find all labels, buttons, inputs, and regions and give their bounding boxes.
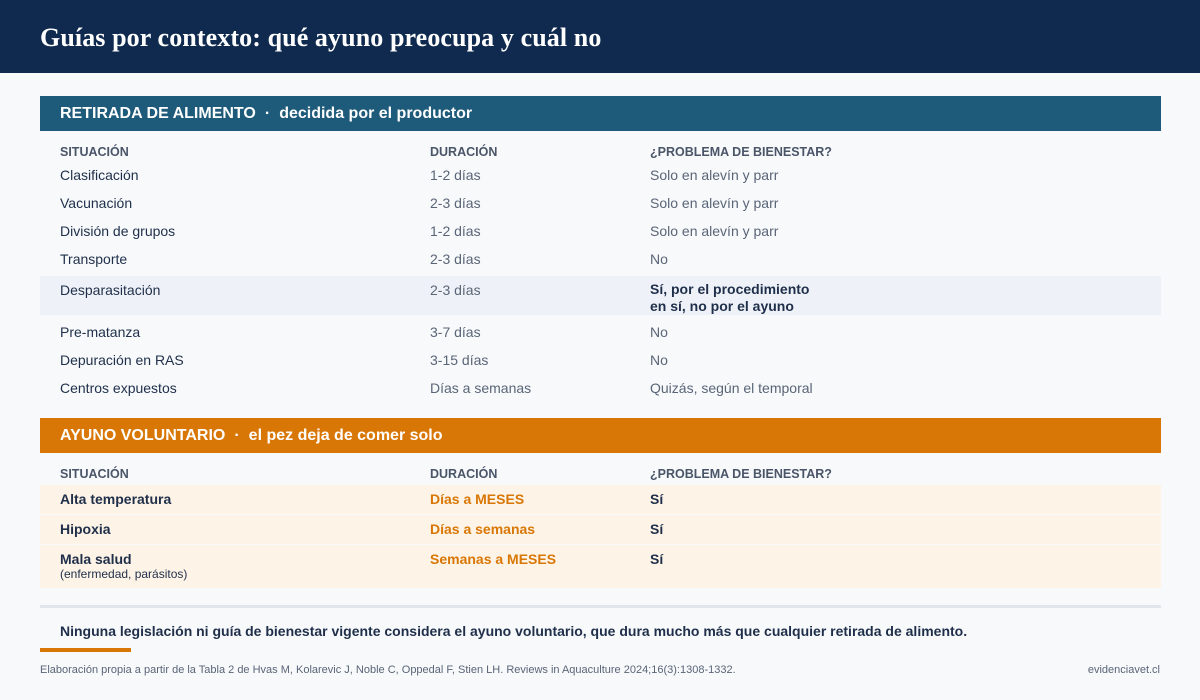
section-header-retirada [40,96,1161,131]
cell-duracion: 2-3 días [430,282,481,298]
cell-situacion: Pre-matanza [60,324,141,340]
section-name: RETIRADA DE ALIMENTO [60,105,256,122]
section-subtitle: decidida por el productor [279,105,473,122]
cell-problema: Sí [650,521,664,537]
table-row [40,318,1161,346]
column-headers [40,131,1161,161]
table-row-highlighted [40,276,1161,315]
col-problema: ¿PROBLEMA DE BIENESTAR? [650,145,832,159]
cell-situacion: Alta temperatura [60,491,172,507]
col-duracion: DURACIÓN [430,145,498,159]
cell-duracion: 2-3 días [430,195,481,211]
cell-duracion: 3-7 días [430,324,481,340]
section-subtitle: el pez deja de comer solo [248,427,443,444]
col-situacion: SITUACIÓN [60,145,129,159]
table-row [40,217,1161,245]
cell-duracion: Semanas a MESES [430,551,557,567]
cell-situacion: Centros expuestos [60,380,177,396]
section-separator: · [264,105,271,122]
col-duracion: DURACIÓN [430,467,498,481]
cell-situacion: Clasificación [60,167,139,183]
cell-situacion: División de grupos [60,223,176,239]
cell-situacion: Mala salud [60,551,132,567]
cell-duracion: Días a semanas [430,521,536,537]
table-row [40,515,1161,545]
title-bar [0,0,1200,73]
cell-problema [650,281,809,315]
cell-duracion: 2-3 días [430,251,481,267]
table-row [40,245,1161,273]
cell-situacion: Depuración en RAS [60,352,184,368]
cell-problema: No [650,352,668,368]
cell-situacion: Desparasitación [60,282,161,298]
table-row [40,346,1161,374]
cell-duracion: 1-2 días [430,223,481,239]
col-situacion: SITUACIÓN [60,467,129,481]
table-row [40,374,1161,402]
cell-problema: Quizás, según el temporal [650,380,813,396]
cell-problema: Solo en alevín y parr [650,195,779,211]
cell-situacion: Hipoxia [60,521,111,537]
cell-problema: Sí [650,491,664,507]
conclusion-text: Ninguna legislación ni guía de bienestar vigente considera el ayuno voluntario, que dura mucho más que cualquier retirada de alimento. [60,623,968,639]
brand-label: evidenciavet.cl [1087,664,1160,676]
cell-situacion: Vacunación [60,195,133,211]
cell-problema: No [650,324,668,340]
cell-duracion: Días a semanas [430,380,532,396]
page-title: Guías por contexto: qué ayuno preocupa y cuál no [40,23,602,52]
cell-situacion-note: (enfermedad, parásitos) [60,567,188,581]
cell-duracion: 3-15 días [430,352,489,368]
table-row [40,545,1161,589]
table-row [40,485,1161,515]
cell-problema-line2: en sí, no por el ayuno [650,298,794,314]
section-separator: · [234,427,240,444]
section-header-ayuno [40,418,1161,453]
section-ayuno-voluntario [40,418,1161,589]
cell-duracion: 1-2 días [430,167,481,183]
cell-problema: Sí [650,551,664,567]
cell-duracion: Días a MESES [430,491,525,507]
cell-problema: Solo en alevín y parr [650,223,779,239]
accent-bar [40,648,131,652]
cell-situacion: Transporte [60,251,128,267]
table-row [40,161,1161,189]
source-citation: Elaboración propia a partir de la Tabla 2 de Hvas M, Kolarevic J, Noble C, Oppedal F, Stien LH. Reviews in Aquaculture 2024;16(3):1308-1332. [40,664,736,676]
divider [40,605,1161,608]
cell-problema: No [650,251,668,267]
section-name: AYUNO VOLUNTARIO [60,427,226,444]
cell-problema: Solo en alevín y parr [650,167,779,183]
table-row [40,189,1161,217]
col-problema: ¿PROBLEMA DE BIENESTAR? [650,467,832,481]
cell-problema-line1: Sí, por el procedimiento [650,281,810,297]
column-headers [40,453,1161,483]
section-retirada-alimento [40,96,1161,402]
